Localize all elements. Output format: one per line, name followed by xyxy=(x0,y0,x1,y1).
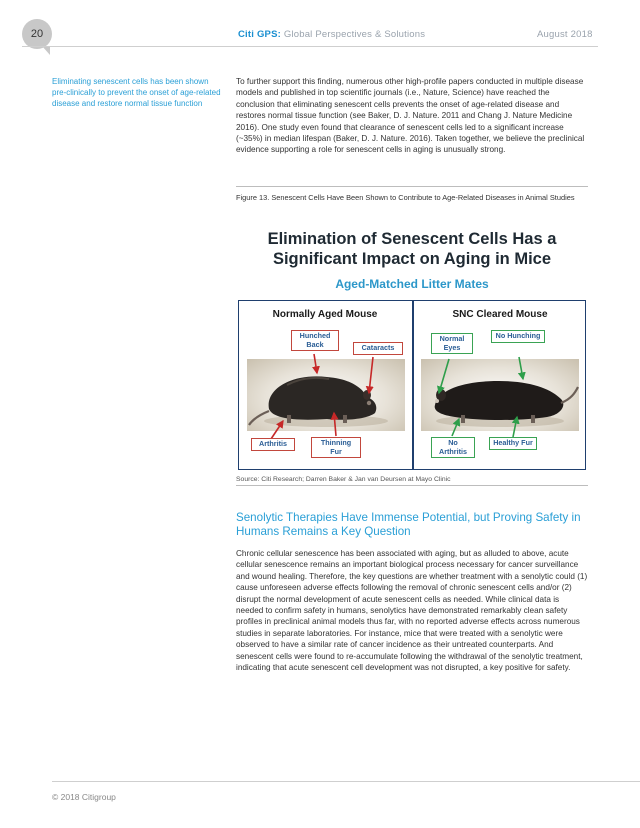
figure-caption: Figure 13. Senescent Cells Have Been Shown to Contribute to Age-Related Diseases in Animal Studies xyxy=(236,193,575,202)
label-hunched-back: Hunched Back xyxy=(291,330,339,351)
label-normal-eyes: Normal Eyes xyxy=(431,333,473,354)
page-number: 20 xyxy=(30,28,44,40)
right-panel-title: SNC Cleared Mouse xyxy=(452,309,548,320)
snc-cleared-mouse-photo xyxy=(421,359,579,431)
figure-frame xyxy=(238,300,586,470)
body-paragraph-2: Chronic cellular senescence has been associated with aging, but as alluded to above, acute cellular senescence remains an important biological process necessary for cancer surveillance and wound healing. Therefore, the key questions are whether treatment with a senolytic could (1) cause unforeseen adverse effects following the removal of chronic senescent cells and/or (2) disrupt the normal development of acute senescent cells as needed. While clinical data is needed to confirm safety in humans, senolytics have demonstrated remarkably clean safety profiles in preclinical animal models thus far, with no reported adverse effects across numerous studies in separate laboratories. For instance, mice that were treated with a senolytic were observed to have a similar rate of cancer incidence as their untreated counterparts. And senescent cells were found to re-accumulate following the withdrawal of the senolytic treatment, indicating that acute senescent cell development was not disrupted, a key positive for safety. xyxy=(236,549,588,673)
label-healthy-fur: Healthy Fur xyxy=(489,437,537,450)
figure-subtitle: Aged-Matched Litter Mates xyxy=(335,277,489,291)
header-brand xyxy=(238,29,425,40)
header-divider xyxy=(22,46,598,47)
figure-title: Elimination of Senescent Cells Has a Significant Impact on Aging in Mice xyxy=(267,230,557,268)
body-paragraph-1: To further support this finding, numerous other high-profile papers conducted in multiple disease models and published in top scientific journals (i.e., Nature, Science) have reached the conclusion that eliminating senescent cells prevents the onset of age-related disease and restores normal tissue function (see Baker, D. J. Nature. 2011 and Chang J. Nature Medicine 2016). One study even found that clearance of senescent cells led to a significant increase (~35%) in median lifespan (Baker, D. J. Nature. 2016). Taken together, we believe the preclinical evidence supporting a role for senescent cells in aging is unusually strong. xyxy=(236,77,585,155)
brand-citi: Citi xyxy=(238,29,255,40)
left-panel-title: Normally Aged Mouse xyxy=(272,309,378,320)
margin-note: Eliminating senescent cells has been shown pre-clinically to prevent the onset of age-related disease and restore normal tissue function xyxy=(52,77,221,108)
label-thinning-fur: Thinning Fur xyxy=(311,437,361,458)
figure-bottom-rule xyxy=(236,485,588,486)
figure-panel-divider xyxy=(412,301,414,469)
label-cataracts: Cataracts xyxy=(353,342,403,355)
footer-copyright: © 2018 Citigroup xyxy=(52,792,116,802)
aged-mouse-image xyxy=(247,359,405,431)
header-date: August 2018 xyxy=(537,29,593,40)
aged-mouse-photo xyxy=(247,359,405,431)
section-heading: Senolytic Therapies Have Immense Potential, but Proving Safety in Humans Remains a Key Question xyxy=(236,511,581,538)
brand-rest: Global Perspectives & Solutions xyxy=(280,29,426,40)
brand-gps: GPS: xyxy=(254,29,281,40)
figure-source: Source: Citi Research; Darren Baker & Jan van Deursen at Mayo Clinic xyxy=(236,476,451,483)
snc-cleared-mouse-image xyxy=(421,359,579,431)
label-no-arthritis: No Arthritis xyxy=(431,437,475,458)
label-arthritis: Arthritis xyxy=(251,438,295,451)
label-no-hunching: No Hunching xyxy=(491,330,545,343)
figure-top-rule xyxy=(236,186,588,187)
page-number-badge xyxy=(22,19,52,49)
footer-divider xyxy=(52,781,640,782)
